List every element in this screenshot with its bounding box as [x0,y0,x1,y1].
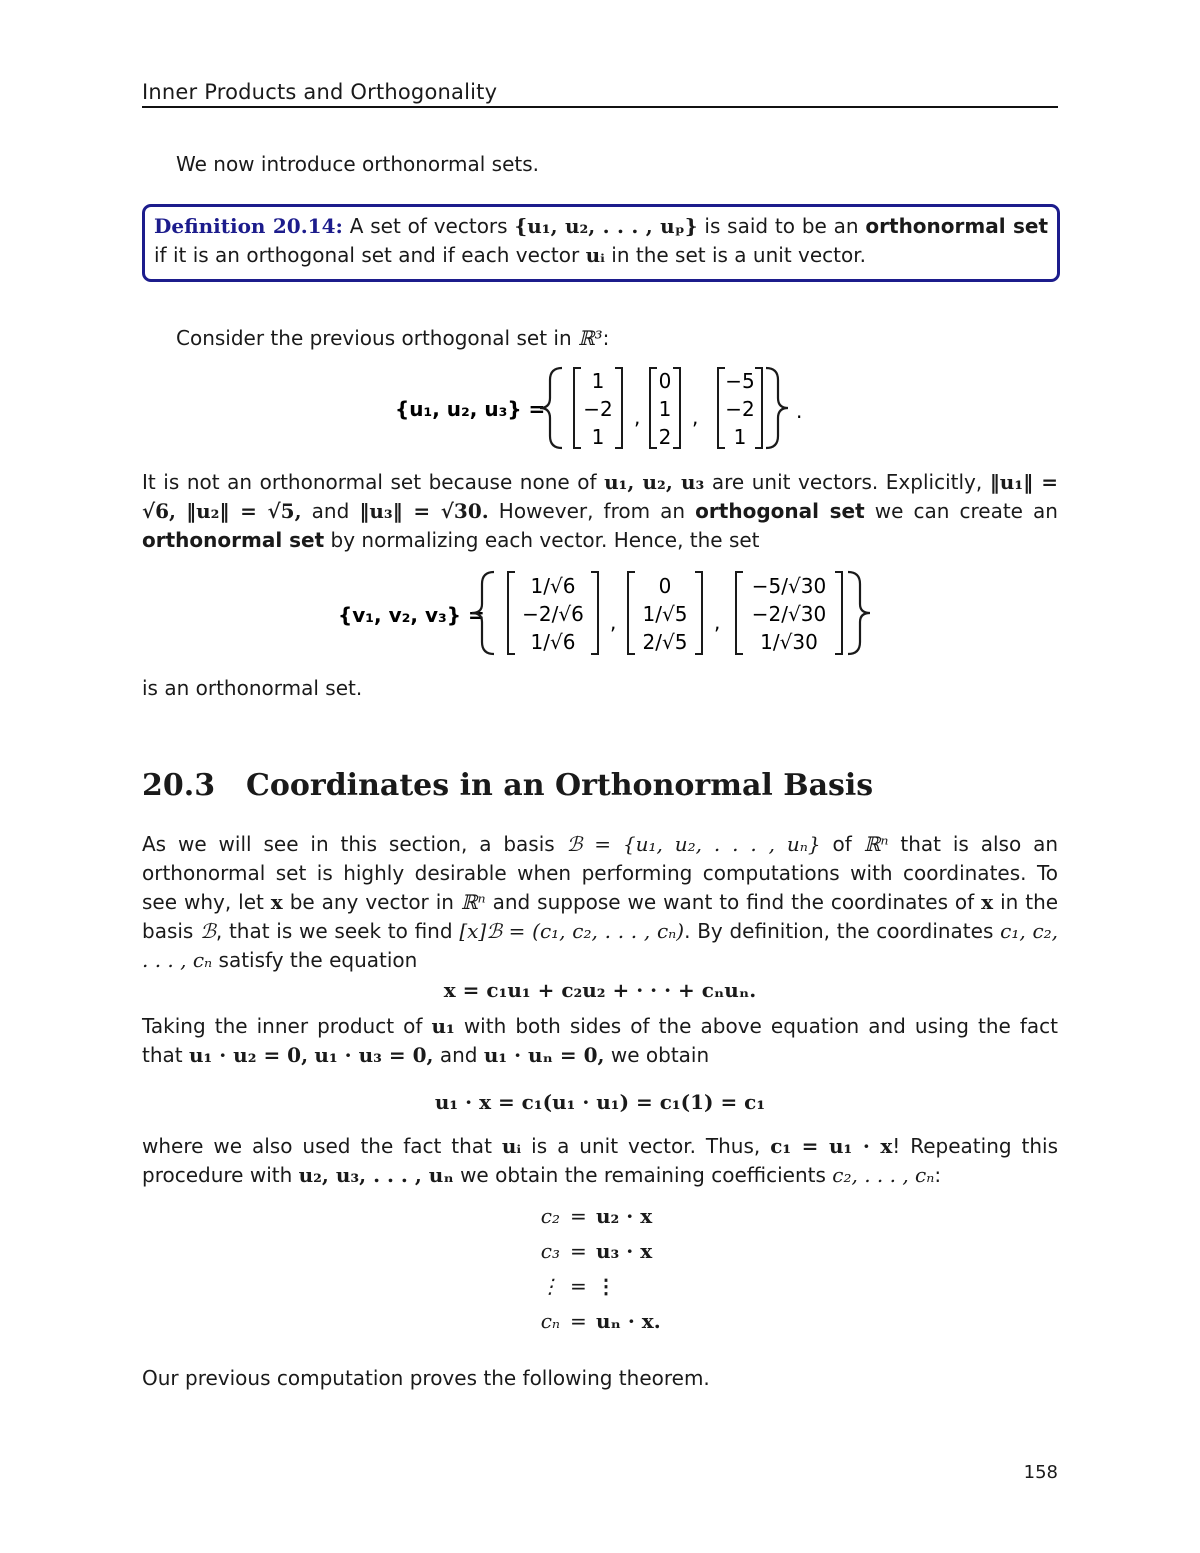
row-lhs: c₂ [540,1204,560,1228]
vector-entry: 0 [658,369,672,393]
definition-box [142,204,1060,282]
left-bracket [736,572,743,654]
para4-text: Taking the inner product of [142,1014,423,1038]
result-c1: c₁ = u₁ · x [770,1134,893,1158]
space-symbol: ℝ³ [577,326,603,350]
fact-u1-un: u₁ · uₙ = 0, [483,1043,605,1067]
row-lhs: c₃ [540,1239,560,1263]
definition-term: orthonormal set [865,214,1049,238]
page-number: 158 [1023,1462,1058,1483]
consider-paragraph [142,324,1058,353]
para3-text: As we will see in this section, a basis [142,832,555,856]
inner-product-equation: u₁ · x = c₁(u₁ · u₁) = c₁(1) = c₁ [434,1090,766,1114]
intro-paragraph [142,150,1058,179]
fact-u1-u3: u₁ · u₃ = 0, [314,1043,434,1067]
left-bracket [574,368,581,448]
row-lhs: ⋮ [540,1274,560,1298]
colon: : [602,326,610,350]
para5-text: is a unit vector. Thus, [531,1134,761,1158]
para3-text: that is also an orthonormal set is highly desirable when performing computations with coordinates. To see why, let [142,832,1059,914]
right-bracket [673,368,680,448]
coefficient-row [142,1204,1058,1234]
right-brace [848,572,870,654]
coordinate-vector: [x]ℬ = (c₁, c₂, . . . , cₙ) [459,919,685,943]
basis-symbol: ℬ [200,919,216,943]
para1-text: It is not an orthonormal set because none of [142,470,597,494]
eq1-lhs: {u₁, u₂, u₃} = [395,397,546,421]
vector-entry: 1/√6 [530,574,576,598]
row-rhs: u₂ · x [596,1204,653,1228]
comma: , [610,610,617,634]
equals-sign: = [570,1274,587,1298]
vector-entry: −2/√6 [522,602,584,626]
term-orthogonal-set: orthogonal set [695,499,865,523]
norm-u1: ‖u₁‖ = √6, [142,470,1059,523]
para3-text: satisfy the equation [218,948,418,972]
vector-entry: 1 [591,369,605,393]
para5-text: : [934,1163,942,1187]
left-bracket [508,572,515,654]
para5-text: where we also used the fact that [142,1134,492,1158]
equation-inner-product [142,1088,1058,1117]
para3-text: in the basis [142,890,1059,943]
vector-entry: 1 [591,425,605,449]
remaining-vectors: u₂, u₃, . . . , uₙ [298,1163,454,1187]
para1-text: by normalizing each vector. Hence, the set [330,528,760,552]
para6-text: Our previous computation proves the following theorem. [142,1366,710,1390]
equation-orthogonal-set [142,362,1058,454]
normalization-paragraph [142,468,1058,555]
vector-entry: −2 [583,397,613,421]
right-brace [766,368,788,448]
right-bracket [835,572,842,654]
eq1-vectors [574,368,762,449]
para3-text: and suppose we want to find the coordinates of [492,890,975,914]
vector-ui: uᵢ [501,1134,522,1158]
running-head: Inner Products and Orthogonality [142,80,1058,108]
right-bracket [615,368,622,448]
comma: , [634,405,641,429]
equals-sign: = [570,1309,587,1333]
closing-paragraph [142,1364,1058,1393]
vector-entry: 2 [658,425,672,449]
para1-text: However, from an [498,499,686,523]
vector-entry: 1/√5 [642,602,688,626]
definition-set: {u₁, u₂, . . . , uₚ} [514,214,698,238]
eq2-vectors [508,572,842,654]
para1-vectors: u₁, u₂, u₃ [604,470,705,494]
vector-entry: −5/√30 [751,574,827,598]
para4-text: we obtain [610,1043,710,1067]
norm-u3: ‖u₃‖ = √30. [359,499,489,523]
para4-text: and [439,1043,478,1067]
inner-product-paragraph [142,1012,1058,1070]
left-bracket [628,572,635,654]
norm-u2: ‖u₂‖ = √5, [186,499,302,523]
vector-x: x [981,890,994,914]
para5-text: we obtain the remaining coefficients [460,1163,826,1187]
vector-entry: 1/√30 [760,630,818,654]
expansion-equation: x = c₁u₁ + c₂u₂ + · · · + cₙuₙ. [443,978,757,1002]
comma: , [714,610,721,634]
para5-text: ! Repeating this procedure with [142,1134,1059,1187]
vector-entry: 1 [658,397,672,421]
vector-entry: 1/√6 [530,630,576,654]
vector-entry: 1 [733,425,747,449]
para3-text: . By definition, the coordinates [684,919,994,943]
left-bracket [650,368,657,448]
repeat-paragraph [142,1132,1058,1190]
para3-text: , that is we seek to find [215,919,453,943]
definition-text: A set of vectors [349,214,508,238]
coordinates-paragraph [142,830,1058,975]
vector-entry: 0 [658,574,672,598]
definition-text: is said to be an [704,214,859,238]
para1-text: we can create an [874,499,1058,523]
coefficient-row [142,1274,1058,1304]
equation-orthonormal-set [142,566,1058,660]
row-rhs: ⋮ [596,1274,616,1298]
consider-text: Consider the previous orthogonal set in [176,326,572,350]
para3-text: be any vector in [289,890,454,914]
definition-text: in the set is a unit vector. [611,243,866,267]
coefficient-row [142,1239,1058,1269]
para3-text: of [832,832,852,856]
vector-x: x [270,890,283,914]
intro-text: We now introduce orthonormal sets. [176,152,540,176]
definition-vector: uᵢ [585,243,605,267]
equation-expansion [142,976,1058,1005]
definition-text: if it is an orthogonal set and if each vector [154,243,580,267]
para4-text: with both sides of the above equation and using the fact that [142,1014,1058,1067]
para1-text: are unit vectors. Explicitly, [711,470,983,494]
coefficients: c₁, c₂, . . . , cₙ [142,919,1059,972]
vector-entry: −5 [725,369,755,393]
right-bracket [755,368,762,448]
definition-label: Definition 20.14: [154,214,343,238]
vector-entry: 2/√5 [642,630,688,654]
row-rhs: uₙ · x. [596,1309,661,1333]
right-bracket [591,572,598,654]
section-title: Coordinates in an Orthonormal Basis [246,768,874,803]
eq1-period: . [796,399,803,423]
para1-text: and [311,499,350,523]
fact-u1-u2: u₁ · u₂ = 0, [188,1043,309,1067]
coefficient-row [142,1309,1058,1339]
basis-expression: ℬ = {u₁, u₂, . . . , uₙ} [566,832,821,856]
equals-sign: = [570,1204,587,1228]
remaining-coefficients: c₂, . . . , cₙ [832,1163,935,1187]
space-symbol: ℝⁿ [460,890,486,914]
row-rhs: u₃ · x [596,1239,653,1263]
vector-u1: u₁ [431,1014,455,1038]
equals-sign: = [570,1239,587,1263]
left-brace [540,368,562,448]
eq2-lhs: {v₁, v₂, v₃} = [338,603,485,627]
para2-text: is an orthonormal set. [142,676,363,700]
comma: , [692,405,699,429]
row-lhs: cₙ [540,1309,560,1333]
section-number: 20.3 [142,768,216,803]
vector-entry: −2 [725,397,755,421]
term-orthonormal-set: orthonormal set [142,528,325,552]
orthonormal-conclusion [142,674,1058,703]
section-heading [142,768,873,803]
right-bracket [695,572,702,654]
left-bracket [718,368,725,448]
space-symbol: ℝⁿ [863,832,889,856]
vector-entry: −2/√30 [751,602,827,626]
